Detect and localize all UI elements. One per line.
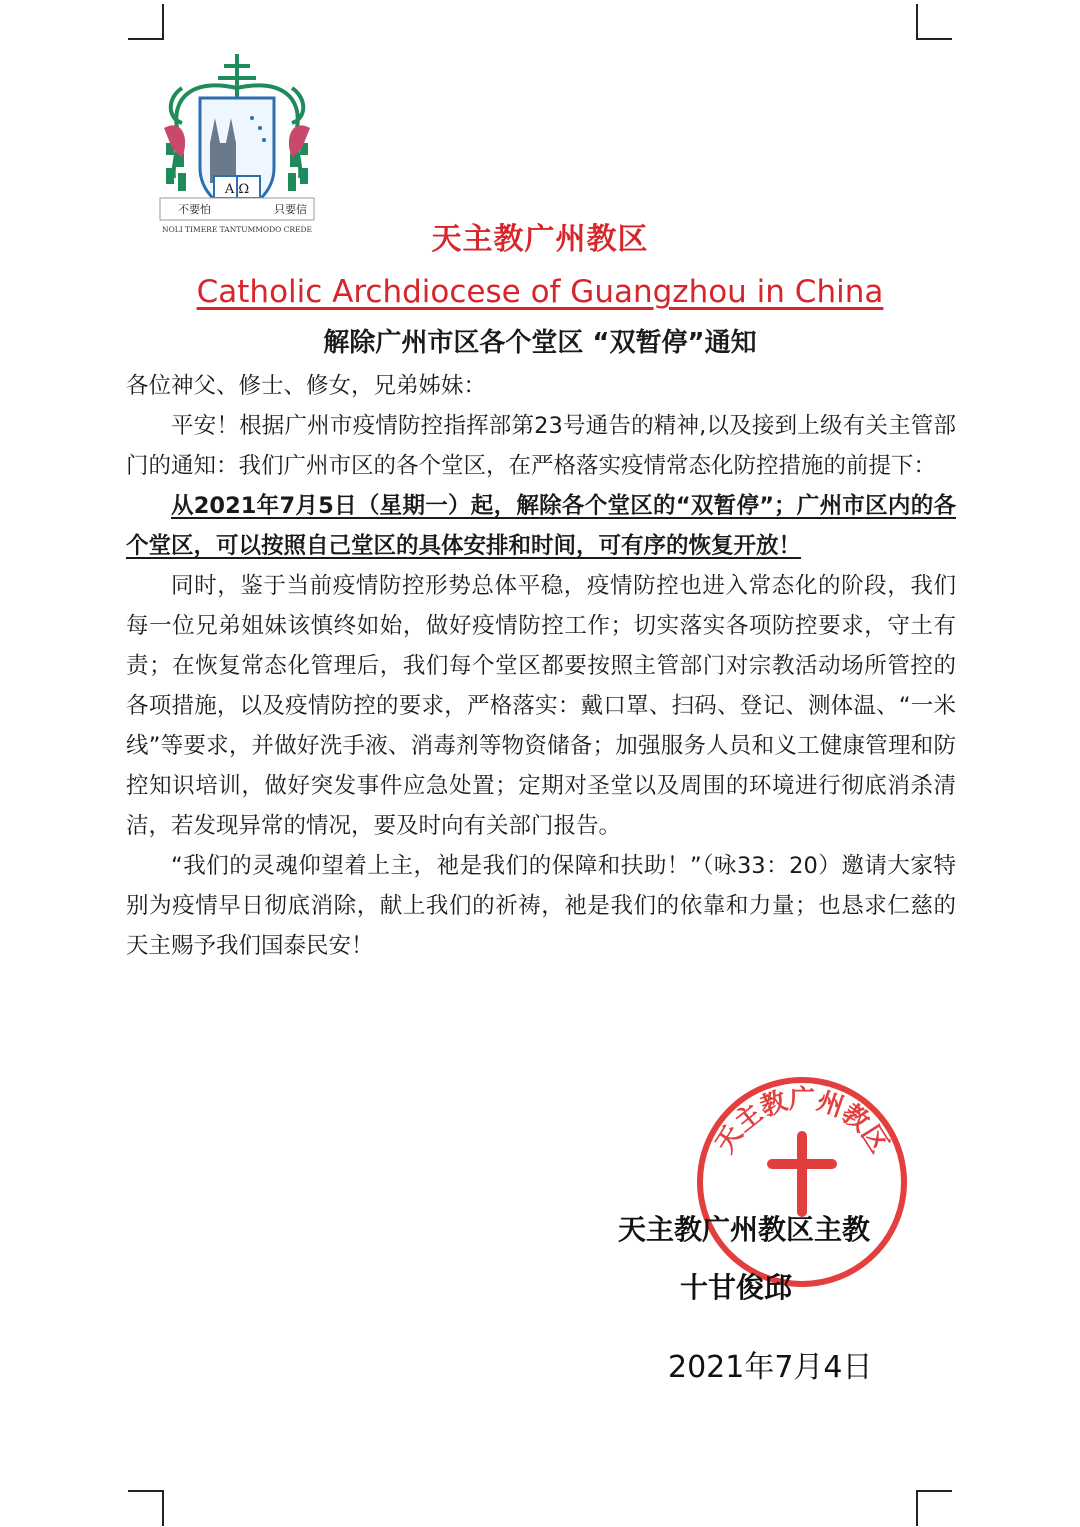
salutation: 各位神父、修士、修女，兄弟姊妹： xyxy=(126,373,487,399)
paragraph-2-emphasis: 从2021年7月5日（星期一）起，解除各个堂区的“双暂停”；广州市区内的各个堂区，可以按照自己堂区的具体安排和时间，可有序的恢复开放！ xyxy=(126,493,956,559)
notice-subtitle: 解除广州市区各个堂区 “双暂停”通知 xyxy=(323,328,757,358)
paragraph-3: 同时，鉴于当前疫情防控形势总体平稳，疫情防控也进入常态化的阶段，我们每一位兄弟姐妹该慎终如始，做好疫情防控工作；切实落实各项防控要求，守土有责；在恢复常态化管理后，我们每个堂区都要按照主管部门对宗教活动场所管控的各项措施，以及疫情防控的要求，严格落实：戴口罩、扫码、登记、测体温、“一米线”等要求，并做好洗手液、消毒剂等物资储备；加强服务人员和义工健康管理和防控知识培训，做好突发事件应急处置；定期对圣堂以及周围的环境进行彻底消杀清洁，若发现异常的情况，要及时向有关部门报告。 xyxy=(126,573,956,839)
motto-latin: NOLI TIMERE TANTUMMODO CREDE xyxy=(162,225,312,234)
signature-date: 2021年7月4日 xyxy=(668,1350,873,1385)
title-chinese: 天主教广州教区 xyxy=(431,222,649,257)
crop-mark-top-left xyxy=(128,4,164,40)
motto-left: 不要怕 xyxy=(178,203,211,216)
book-text: A Ω xyxy=(224,182,250,197)
crop-mark-top-right xyxy=(916,4,952,40)
paragraph-1: 平安！根据广州市疫情防控指挥部第23号通告的精神,以及接到上级有关主管部门的通知：我们广州市区的各个堂区，在严格落实疫情常态化防控措施的前提下： xyxy=(126,413,956,479)
paragraph-4: “我们的灵魂仰望着上主，祂是我们的保障和扶助！”（咏33：20）邀请大家特别为疫情早日彻底消除，献上我们的祈祷，祂是我们的依靠和力量；也恳求仁慈的天主赐予我们国泰民安！ xyxy=(126,853,956,959)
notice-body xyxy=(126,366,956,966)
official-seal xyxy=(694,1074,910,1290)
seal-ring-text: 天主教广州教区 xyxy=(709,1084,895,1159)
signature-name: 十甘俊邱 xyxy=(680,1271,793,1304)
motto-right: 只要信 xyxy=(274,203,307,216)
title-english: Catholic Archdiocese of Guangzhou in China xyxy=(196,274,884,310)
crop-mark-bottom-left xyxy=(128,1490,164,1526)
crop-mark-bottom-right xyxy=(916,1490,952,1526)
signature-title: 天主教广州教区主教 xyxy=(618,1213,871,1246)
